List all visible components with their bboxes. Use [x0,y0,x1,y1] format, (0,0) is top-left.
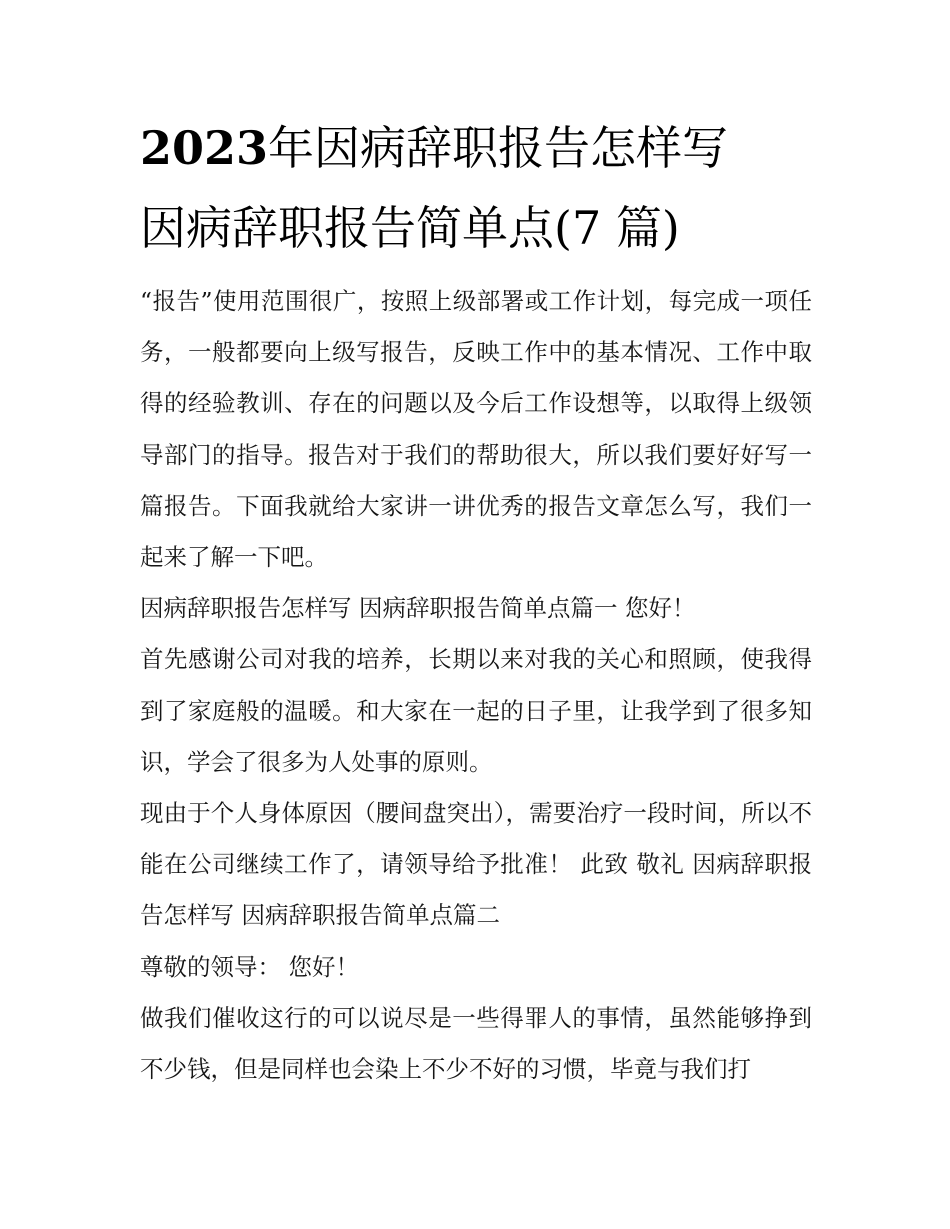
title-line-1-text: 年因病辞职报告怎样写 [268,121,729,175]
body-paragraph: 首先感谢公司对我的培养，长期以来对我的关心和照顾，使我得到了家庭般的温暖。和大家在一起的日子里，让我学到了很多知识，学会了很多为人处事的原则。 [140,645,812,776]
intro-paragraph: “报告”使用范围很广，按照上级部署或工作计划，每完成一项任务，一般都要向上级写报告，反映工作中的基本情况、工作中取得的经验教训、存在的问题以及今后工作设想等，以取得上级领导部门的指导。报告对于我们的帮助很大，所以我们要好好写一篇报告。下面我就给大家讲一讲优秀的报告文章怎么写，我们一起来了解一下吧。 [140,287,812,572]
salutation: 尊敬的领导： 您好！ [140,952,359,981]
title-line-1 [140,108,820,188]
document-body [140,276,812,1095]
title-year: 2023 [140,121,269,175]
body-paragraph: 现由于个人身体原因（腰间盘突出），需要治疗一段时间，所以不能在公司继续工作了，请领导给予批准！ 此致 敬礼 因病辞职报告怎样写 因病辞职报告简单点篇二 [140,799,812,930]
document-title [140,108,820,268]
section-one-heading: 因病辞职报告怎样写 因病辞职报告简单点篇一 您好！ [140,594,696,623]
title-line-2: 因病辞职报告简单点(7 篇) [140,201,680,255]
body-paragraph: 做我们催收这行的可以说尽是一些得罪人的事情，虽然能够挣到不少钱，但是同样也会染上不少不好的习惯，毕竟与我们打 [140,1003,812,1084]
